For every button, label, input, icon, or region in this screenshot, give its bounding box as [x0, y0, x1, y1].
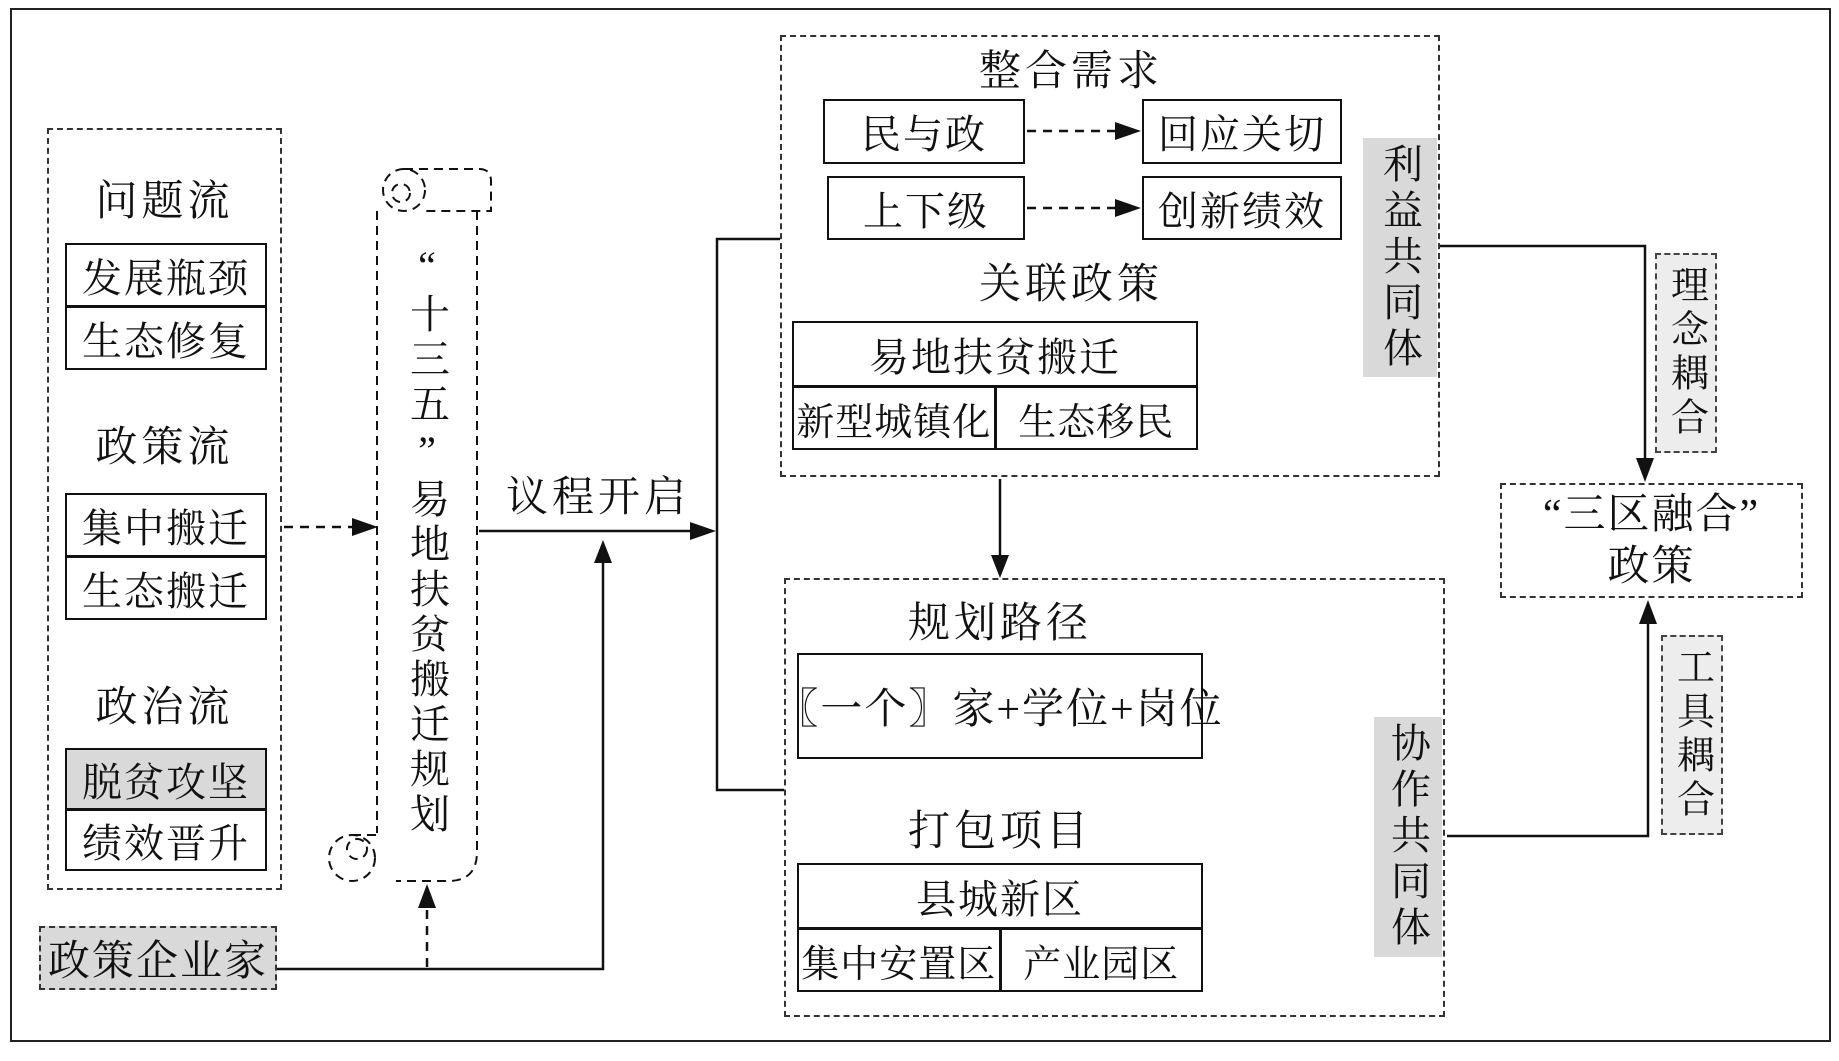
planning-title: 规划路径	[907, 601, 1092, 647]
related-policy-right: 生态移民	[994, 388, 1197, 448]
integration-title: 整合需求	[978, 49, 1163, 95]
chuangxin-jixiao-box: 创新绩效	[1142, 176, 1342, 240]
scroll-plan-label: “十三五”易地扶贫搬迁规划	[404, 242, 450, 838]
politics-stream-table	[65, 748, 267, 871]
package-subrow	[799, 927, 1201, 990]
problem-item-2: 生态修复	[67, 305, 265, 368]
politics-item-1: 脱贫攻坚	[67, 750, 265, 808]
package-project-title: 打包项目	[907, 809, 1092, 855]
related-policy-left: 新型城镇化	[796, 401, 992, 444]
politics-stream-title: 政治流	[95, 685, 234, 731]
tool-coupling-label: 工具耦合	[1661, 635, 1723, 835]
problem-item-1: 发展瓶颈	[82, 255, 250, 301]
interest-community-label: 利益共同体	[1363, 138, 1437, 377]
related-policy-subrow	[794, 385, 1196, 448]
package-left: 集中安置区	[801, 943, 997, 986]
shang-xia-ji-box: 上下级	[827, 176, 1025, 240]
huiying-guanqie-box: 回应关切	[1142, 99, 1342, 164]
min-yu-zheng-box: 民与政	[823, 99, 1025, 164]
concept-coupling-label: 理念耦合	[1655, 253, 1717, 453]
problem-stream-table	[65, 243, 267, 370]
outcome-line1: “三区融合”	[1542, 491, 1761, 538]
outcome-policy-box	[1500, 483, 1803, 598]
outcome-line2: 政策	[1607, 543, 1696, 590]
related-policy-main: 易地扶贫搬迁	[869, 334, 1121, 380]
politics-item-2: 绩效晋升	[67, 808, 265, 869]
package-main: 县城新区	[916, 876, 1084, 922]
problem-stream-title: 问题流	[95, 179, 234, 225]
policy-stream-table	[65, 493, 267, 620]
package-right: 产业园区	[999, 930, 1202, 990]
collaboration-community-label: 协作共同体	[1374, 717, 1442, 957]
policy-stream-title: 政策流	[95, 425, 234, 471]
planning-formula-box: 〖一个〗家+学位+岗位	[797, 653, 1203, 759]
policy-item-1: 集中搬迁	[82, 505, 250, 551]
policy-entrepreneur-box: 政策企业家	[39, 926, 277, 990]
agenda-open-label: 议程开启	[505, 475, 690, 521]
package-project-table	[797, 863, 1203, 992]
related-policy-title: 关联政策	[978, 262, 1163, 308]
related-policy-table	[792, 321, 1198, 450]
policy-item-2: 生态搬迁	[67, 555, 265, 618]
